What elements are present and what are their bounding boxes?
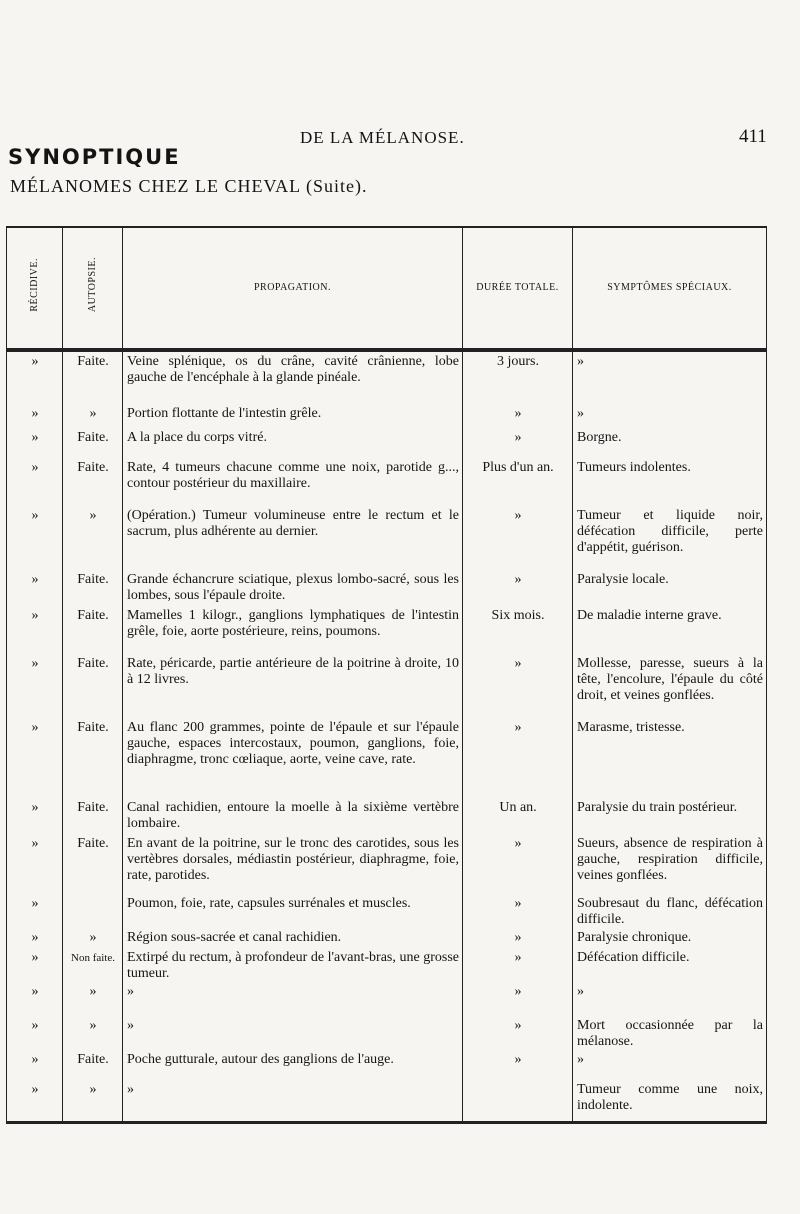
propagation-cell: Mamelles 1 kilogr., ganglions lymphatiques de l'intestin grêle, foie, aorte postérieure, reins, poumons. [123, 606, 463, 654]
propagation-cell: » [123, 982, 463, 1016]
symptomes-cell: Borgne. [573, 428, 767, 458]
autopsie-cell: Faite. [63, 606, 123, 654]
autopsie-cell: » [63, 928, 123, 948]
table-row [7, 798, 767, 834]
symptomes-cell: Tumeurs indolentes. [573, 458, 767, 506]
propagation-cell: » [123, 1080, 463, 1122]
symptomes-cell: » [573, 350, 767, 404]
propagation-cell: Portion flottante de l'intestin grêle. [123, 404, 463, 428]
recidive-cell: » [7, 428, 63, 458]
duree-cell: Un an. [463, 798, 573, 834]
table-row [7, 428, 767, 458]
duree-cell: » [463, 1016, 573, 1050]
autopsie-cell: » [63, 1016, 123, 1050]
recidive-cell: » [7, 458, 63, 506]
duree-cell: 3 jours. [463, 350, 573, 404]
autopsie-cell: Non faite. [63, 948, 123, 982]
symptomes-cell: Paralysie chronique. [573, 928, 767, 948]
table-row [7, 570, 767, 606]
column-header-autopsie-label: AUTOPSIE. [86, 257, 98, 313]
recidive-cell: » [7, 570, 63, 606]
duree-cell: » [463, 982, 573, 1016]
table-row [7, 1016, 767, 1050]
duree-cell: » [463, 570, 573, 606]
duree-cell [463, 1080, 573, 1122]
duree-cell: » [463, 928, 573, 948]
duree-cell: » [463, 834, 573, 894]
symptomes-cell: Marasme, tristesse. [573, 718, 767, 798]
recidive-cell: » [7, 894, 63, 928]
duree-cell: Six mois. [463, 606, 573, 654]
recidive-cell: » [7, 948, 63, 982]
table-row [7, 404, 767, 428]
propagation-cell: » [123, 1016, 463, 1050]
symptomes-cell: Paralysie locale. [573, 570, 767, 606]
recidive-cell: » [7, 1050, 63, 1080]
table-row [7, 458, 767, 506]
synoptic-table [6, 226, 767, 1124]
page-number: 411 [739, 126, 767, 147]
column-header-duree: DURÉE TOTALE. [463, 227, 573, 350]
duree-cell: » [463, 506, 573, 570]
autopsie-cell: Faite. [63, 798, 123, 834]
propagation-cell: Canal rachidien, entoure la moelle à la sixième vertèbre lombaire. [123, 798, 463, 834]
symptomes-cell: Soubresaut du flanc, défécation difficile. [573, 894, 767, 928]
column-header-recidive-label: RÉCIDIVE. [28, 258, 40, 312]
propagation-cell: A la place du corps vitré. [123, 428, 463, 458]
table-row [7, 982, 767, 1016]
recidive-cell: » [7, 928, 63, 948]
duree-cell: » [463, 654, 573, 718]
recidive-cell: » [7, 606, 63, 654]
recidive-cell: » [7, 654, 63, 718]
table-subtitle: MÉLANOMES CHEZ LE CHEVAL (Suite). [10, 176, 368, 196]
duree-cell: » [463, 948, 573, 982]
column-header-propagation: PROPAGATION. [123, 227, 463, 350]
duree-cell: » [463, 894, 573, 928]
duree-cell: » [463, 1050, 573, 1080]
recidive-cell: » [7, 506, 63, 570]
propagation-cell: Grande échancrure sciatique, plexus lombo-sacré, sous les lombes, sous l'épaule droite. [123, 570, 463, 606]
table-row [7, 606, 767, 654]
autopsie-cell: Faite. [63, 570, 123, 606]
symptomes-cell: Paralysie du train postérieur. [573, 798, 767, 834]
autopsie-cell: » [63, 1080, 123, 1122]
duree-cell: » [463, 404, 573, 428]
recidive-cell: » [7, 1016, 63, 1050]
autopsie-cell: Faite. [63, 834, 123, 894]
symptomes-cell: Sueurs, absence de respiration à gauche, respiration difficile, veines gonflées. [573, 834, 767, 894]
header-title: SYNOPTIQUE [8, 145, 181, 169]
symptomes-cell: Mollesse, paresse, sueurs à la tête, l'encolure, l'épaule du côté droit, et veines gonflées. [573, 654, 767, 718]
propagation-cell: Rate, péricarde, partie antérieure de la poitrine à droite, 10 à 12 livres. [123, 654, 463, 718]
recidive-cell: » [7, 718, 63, 798]
table-row [7, 894, 767, 928]
recidive-cell: » [7, 798, 63, 834]
table-row [7, 928, 767, 948]
propagation-cell: Au flanc 200 grammes, pointe de l'épaule et sur l'épaule gauche, espaces intercostaux, poumon, ganglions, foie, diaphragme, tronc cœliaque, aorte, veine cave, rate. [123, 718, 463, 798]
symptomes-cell: » [573, 404, 767, 428]
autopsie-cell: » [63, 404, 123, 428]
autopsie-cell: Faite. [63, 654, 123, 718]
autopsie-cell: Faite. [63, 428, 123, 458]
table-row [7, 654, 767, 718]
autopsie-cell: » [63, 982, 123, 1016]
propagation-cell: Extirpé du rectum, à profondeur de l'avant-bras, une grosse tumeur. [123, 948, 463, 982]
propagation-cell: Rate, 4 tumeurs chacune comme une noix, parotide g..., contour postérieur du maxillaire. [123, 458, 463, 506]
duree-cell: » [463, 428, 573, 458]
symptomes-cell: De maladie interne grave. [573, 606, 767, 654]
autopsie-cell: Faite. [63, 718, 123, 798]
autopsie-cell [63, 894, 123, 928]
symptomes-cell: Tumeur et liquide noir, défécation difficile, perte d'appétit, guérison. [573, 506, 767, 570]
table-row [7, 718, 767, 798]
propagation-cell: Poche gutturale, autour des ganglions de l'auge. [123, 1050, 463, 1080]
recidive-cell: » [7, 982, 63, 1016]
table-row [7, 948, 767, 982]
running-head: DE LA MÉLANOSE. [300, 128, 465, 147]
symptomes-cell: Tumeur comme une noix, indolente. [573, 1080, 767, 1122]
propagation-cell: (Opération.) Tumeur volumineuse entre le rectum et le sacrum, plus adhérente au dernier. [123, 506, 463, 570]
autopsie-cell: » [63, 506, 123, 570]
autopsie-cell: Faite. [63, 458, 123, 506]
recidive-cell: » [7, 834, 63, 894]
duree-cell: » [463, 718, 573, 798]
symptomes-cell: Défécation difficile. [573, 948, 767, 982]
table-row [7, 1080, 767, 1122]
propagation-cell: En avant de la poitrine, sur le tronc des carotides, sous les vertèbres dorsales, médiastin postérieur, diaphragme, foie, rate, parotides. [123, 834, 463, 894]
autopsie-cell: Faite. [63, 1050, 123, 1080]
propagation-cell: Veine splénique, os du crâne, cavité crânienne, lobe gauche de l'encéphale à la glande pinéale. [123, 350, 463, 404]
table-row [7, 1050, 767, 1080]
table-header-row [7, 227, 767, 350]
symptomes-cell: Mort occasionnée par la mélanose. [573, 1016, 767, 1050]
recidive-cell: » [7, 350, 63, 404]
propagation-cell: Région sous-sacrée et canal rachidien. [123, 928, 463, 948]
duree-cell: Plus d'un an. [463, 458, 573, 506]
column-header-recidive [7, 227, 63, 350]
symptomes-cell: » [573, 982, 767, 1016]
column-header-symptomes: SYMPTÔMES SPÉCIAUX. [573, 227, 767, 350]
table-row [7, 834, 767, 894]
table-row [7, 506, 767, 570]
recidive-cell: » [7, 404, 63, 428]
recidive-cell: » [7, 1080, 63, 1122]
propagation-cell: Poumon, foie, rate, capsules surrénales et muscles. [123, 894, 463, 928]
column-header-autopsie [63, 227, 123, 350]
table-row [7, 350, 767, 404]
autopsie-cell: Faite. [63, 350, 123, 404]
symptomes-cell: » [573, 1050, 767, 1080]
